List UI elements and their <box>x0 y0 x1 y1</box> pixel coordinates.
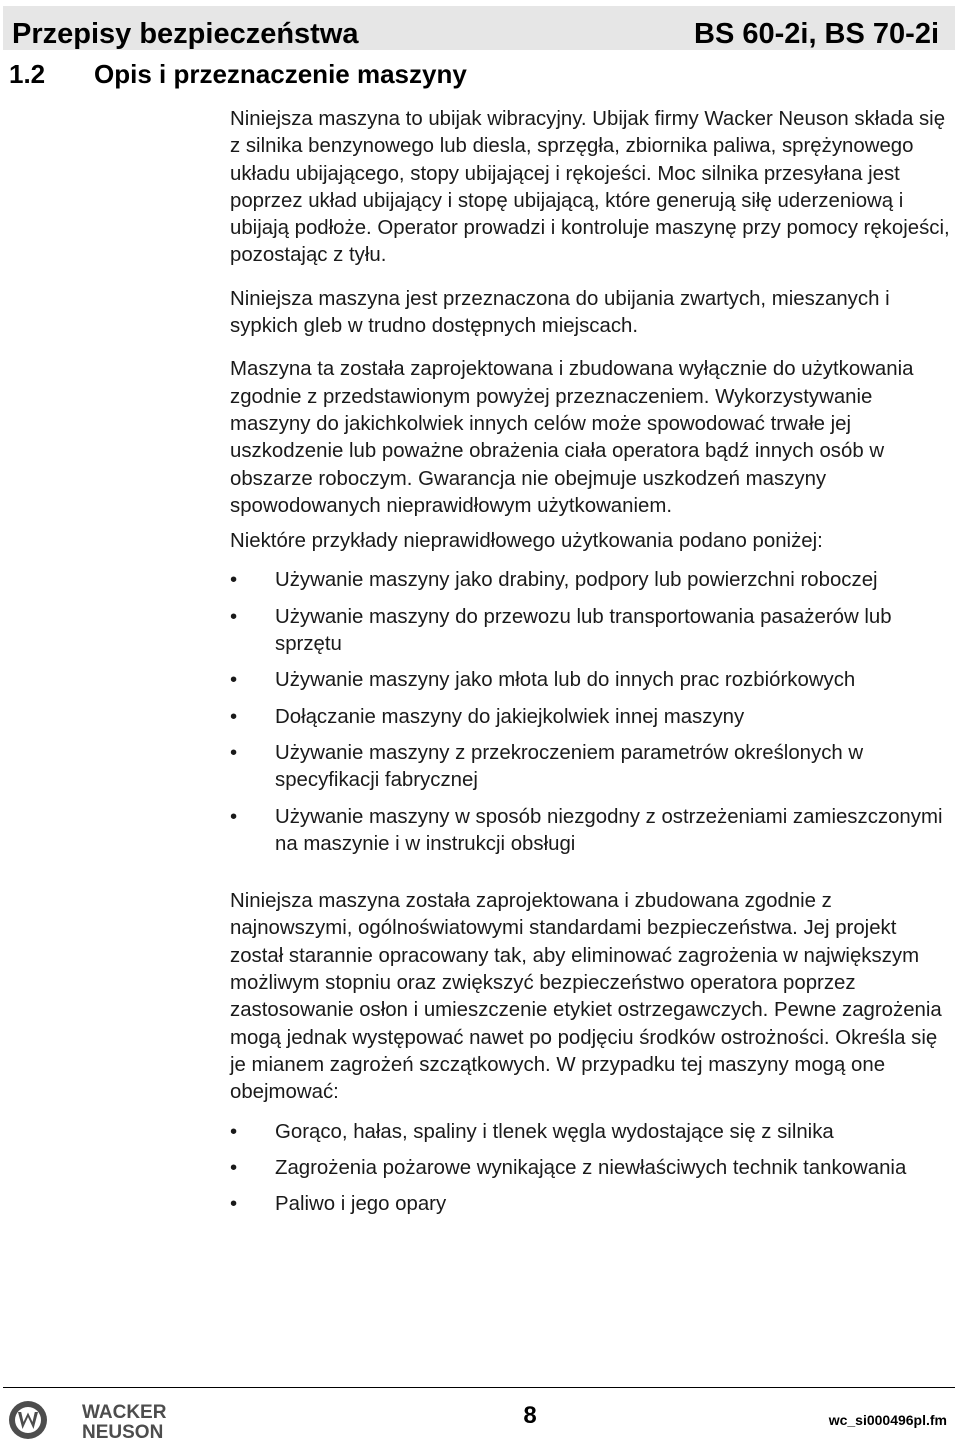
bullet-icon: • <box>230 741 238 764</box>
list-item: • Używanie maszyny w sposób niezgodny z ostrzeżeniami zamieszczonymi na maszynie i w instrukcji obsługi <box>230 805 943 855</box>
bullet-icon: • <box>230 805 238 828</box>
logo-line1: WACKER <box>82 1402 167 1423</box>
bullet-icon: • <box>230 1120 238 1143</box>
bullet-icon: • <box>230 605 238 628</box>
section-number: 1.2 <box>9 59 46 89</box>
paragraph-residual-risks: Niniejsza maszyna została zaprojektowana i zbudowana zgodnie z najnowszymi, ogólnoświatowymi standardami bezpieczeństwa. Jej projekt został starannie opracowany tak, aby eliminować zagrożenia w największym możliwym stopniu oraz zwiększyć bezpieczeństwo operatora poprzez zastosowanie osłon i umieszczenie etykiet ostrzegawczych. Pewne zagrożenia mogą jednak występować nawet po podjęciu środków ostrożności. Określa się je mianem zagrożeń szczątkowych. W przypadku tej maszyny mogą one obejmować: <box>230 890 942 1104</box>
header-model: BS 60-2i, BS 70-2i <box>694 18 939 50</box>
paragraph-purpose: Niniejsza maszyna jest przeznaczona do ubijania zwartych, mieszanych i sypkich gleb w trudno dostępnych miejscach. <box>230 287 890 338</box>
file-name: wc_si000496pl.fm <box>828 1412 947 1428</box>
section-heading <box>9 56 467 92</box>
list-item: • Używanie maszyny jako drabiny, podpory lub powierzchni roboczej <box>230 567 950 594</box>
bullet-icon: • <box>230 1193 238 1216</box>
list-item: • Zagrożenia pożarowe wynikające z niewłaściwych technik tankowania <box>230 1155 950 1182</box>
bullet-icon: • <box>230 569 238 592</box>
misuse-list <box>230 567 950 858</box>
list-item: • Używanie maszyny do przewozu lub transportowania pasażerów lub sprzętu <box>230 605 892 656</box>
paragraph-misuse-intro: Niektóre przykłady nieprawidłowego użytkowania podano poniżej: <box>230 530 823 553</box>
bullet-icon: • <box>230 705 238 728</box>
section-title: Opis i przeznaczenie maszyny <box>94 59 467 89</box>
list-item: • Używanie maszyny jako młota lub do innych prac rozbiórkowych <box>230 667 950 694</box>
list-item: • Paliwo i jego opary <box>230 1191 950 1218</box>
hazards-list <box>230 1119 950 1219</box>
paragraph-description: Niniejsza maszyna to ubijak wibracyjny. Ubijak firmy Wacker Neuson składa się z silnika benzynowego lub diesla, sprzęgła, zbiornika paliwa, sprężynowego układu ubijającego, stopy ubijającej i rękojeści. Moc silnika przesyłana jest poprzez układ ubijający i stopę ubijającą, które generują siłę uderzeniową i ubijają podłoże. Operator prowadzi i kontroluje maszynę przy pomocy rękojeści, pozostając z tyłu. <box>230 108 950 267</box>
bullet-icon: • <box>230 1156 238 1179</box>
page-number: 8 <box>523 1402 537 1429</box>
content-body <box>230 106 950 1227</box>
wacker-neuson-logo <box>6 1398 196 1442</box>
header-bar <box>3 6 955 50</box>
header-title: Przepisy bezpieczeństwa <box>12 18 359 50</box>
list-item: • Dołączanie maszyny do jakiejkolwiek innej maszyny <box>230 704 950 731</box>
wacker-neuson-emblem-icon <box>9 1401 47 1439</box>
list-item: • Używanie maszyny z przekroczeniem parametrów określonych w specyfikacji fabrycznej <box>230 741 864 792</box>
logo-line2: NEUSON <box>82 1422 164 1442</box>
paragraph-intended-use: Maszyna ta została zaprojektowana i zbudowana wyłącznie do użytkowania zgodnie z przedstawionym powyżej przeznaczeniem. Wykorzystywanie maszyny do jakichkolwiek innych celów może spowodować trwałe jej uszkodzenie lub poważne obrażenia ciała operatora bądź innych osób w obszarze roboczym. Gwarancja nie obejmuje uszkodzeń maszyny spowodowanych nieprawidłowym użytkowaniem. <box>230 358 914 517</box>
bullet-icon: • <box>230 669 238 692</box>
footer-divider <box>3 1387 955 1388</box>
list-item: • Gorąco, hałas, spaliny i tlenek węgla wydostające się z silnika <box>230 1119 950 1146</box>
